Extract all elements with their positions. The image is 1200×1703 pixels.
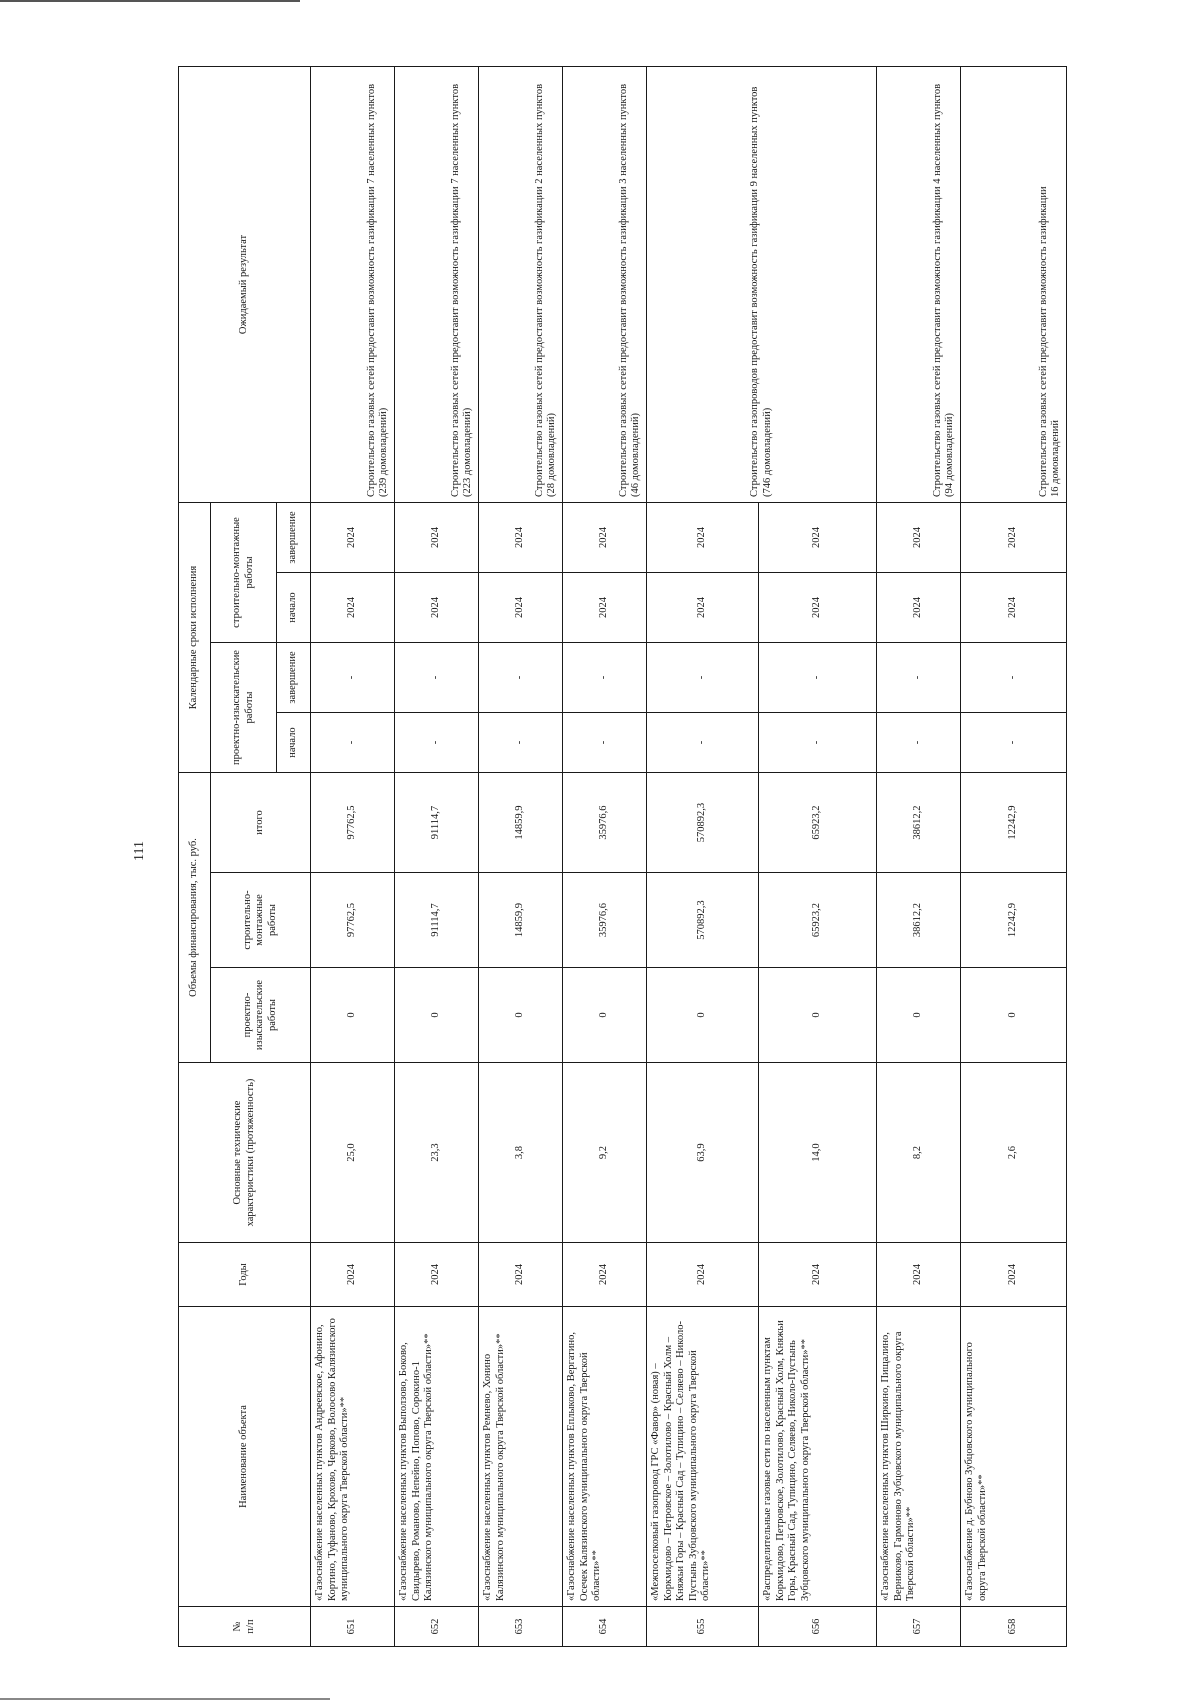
table-row: [395, 66, 479, 1646]
table-row: [961, 66, 1067, 1646]
row-number: 656: [759, 1607, 877, 1647]
construction-end: 2024: [877, 502, 961, 572]
design-start: -: [877, 713, 961, 773]
construction-start: 2024: [647, 573, 759, 643]
expected-result: Строительство газовых сетей предоставит возможность газификации 2 населенных пунктов (28 домовладений): [479, 66, 563, 502]
scan-edge-bottom: [0, 1698, 330, 1700]
design-start: -: [395, 713, 479, 773]
construction-start: 2024: [961, 573, 1067, 643]
fin-design: 0: [647, 968, 759, 1063]
construction-end: 2024: [563, 502, 647, 572]
construction-end: 2024: [311, 502, 395, 572]
object-name: «Газоснабжение д. Бубново Зубцовского муниципального округа Тверской области»**: [961, 1307, 1067, 1607]
tech-length: 25,0: [311, 1063, 395, 1243]
fin-construction: 91114,7: [395, 873, 479, 968]
row-number: 654: [563, 1607, 647, 1647]
table-row: [563, 66, 647, 1646]
expected-result: Строительство газовых сетей предоставит возможность газификации 3 населенных пунктов (46 домовладений): [563, 66, 647, 502]
fin-design: 0: [877, 968, 961, 1063]
construction-end: 2024: [479, 502, 563, 572]
fin-total: 35976,6: [563, 773, 647, 873]
header-schedule: Календарные сроки исполнения: [179, 502, 211, 772]
fin-design: 0: [759, 968, 877, 1063]
row-number: 655: [647, 1607, 759, 1647]
fin-total: 570892,3: [647, 773, 759, 873]
design-start: -: [479, 713, 563, 773]
header-finance: Объемы финансирования, тыс. руб.: [179, 773, 211, 1063]
years: 2024: [311, 1243, 395, 1307]
construction-end: 2024: [961, 502, 1067, 572]
header-design-start: начало: [277, 713, 311, 773]
header-name: Наименование объекта: [179, 1307, 311, 1607]
row-number: 653: [479, 1607, 563, 1647]
years: 2024: [961, 1243, 1067, 1307]
expected-result: Строительство газовых сетей предоставит возможность газификации 16 домовладений: [961, 66, 1067, 502]
header-sched-construction: строительно-монтажные работы: [211, 502, 277, 642]
design-end: -: [877, 643, 961, 713]
design-start: -: [647, 713, 759, 773]
table-row: [311, 66, 395, 1646]
fin-construction: 97762,5: [311, 873, 395, 968]
construction-end: 2024: [647, 502, 759, 572]
fin-construction: 570892,3: [647, 873, 759, 968]
design-end: -: [759, 643, 877, 713]
years: 2024: [877, 1243, 961, 1307]
header-construction-end: завершение: [277, 502, 311, 572]
object-name: «Газоснабжение населенных пунктов Выползово, Боково, Свидырево, Романово, Непейно, Попово, Сорокино-1 Калязинского муниципального округа Тверской области»**: [395, 1307, 479, 1607]
expected-result: Строительство газовых сетей предоставит возможность газификации 4 населенных пунктов (94 домовладений): [877, 66, 961, 502]
row-number: 657: [877, 1607, 961, 1647]
header-fin-construction: строительно-монтажные работы: [211, 873, 311, 968]
design-start: -: [311, 713, 395, 773]
design-end: -: [961, 643, 1067, 713]
design-end: -: [563, 643, 647, 713]
fin-design: 0: [563, 968, 647, 1063]
fin-total: 14859,9: [479, 773, 563, 873]
object-name: «Межпоселковый газопровод ГРС «Фавор» (новая) – Коркмидово – Петровское – Золотилово – Красный Холм – Княжьи Горы – Красный Сад – Тупицино – Селяево – Николо-Пустынь Зубцовского муниципального округа Тверской области»**: [647, 1307, 759, 1607]
construction-start: 2024: [759, 573, 877, 643]
object-name: «Газоснабжение населенных пунктов Еплыково, Вергатино, Осечек Калязинского муниципального округа Тверской области»**: [563, 1307, 647, 1607]
years: 2024: [563, 1243, 647, 1307]
table-row: [877, 66, 961, 1646]
table-rotation-wrapper: [178, 67, 1066, 1647]
header-num: № п/п: [179, 1607, 311, 1647]
fin-total: 91114,7: [395, 773, 479, 873]
row-number: 652: [395, 1607, 479, 1647]
fin-total: 38612,2: [877, 773, 961, 873]
row-number: 658: [961, 1607, 1067, 1647]
object-name: «Газоснабжение населенных пунктов Ремнево, Хонино Калязинского муниципального округа Тверской области»**: [479, 1307, 563, 1607]
page-number: 111: [132, 841, 147, 861]
design-end: -: [479, 643, 563, 713]
fin-construction: 38612,2: [877, 873, 961, 968]
object-name: «Газоснабжение населенных пунктов Ширкино, Пищалино, Верниково, Гармоново Зубцовского муниципального округа Тверской области»**: [877, 1307, 961, 1607]
expected-result: Строительство газовых сетей предоставит возможность газификации 7 населенных пунктов (223 домовладений): [395, 66, 479, 502]
header-construction-start: начало: [277, 573, 311, 643]
fin-design: 0: [395, 968, 479, 1063]
object-name: «Газоснабжение населенных пунктов Андреевское, Афонино, Кортино, Туфаново, Крохово, Черково, Волосово Калязинского муниципального округа Тверской области»**: [311, 1307, 395, 1607]
gasification-objects-table: [178, 66, 1067, 1647]
fin-total: 65923,2: [759, 773, 877, 873]
tech-length: 23,3: [395, 1063, 479, 1243]
table-row: [647, 66, 759, 1646]
fin-construction: 14859,9: [479, 873, 563, 968]
tech-length: 14,0: [759, 1063, 877, 1243]
years: 2024: [395, 1243, 479, 1307]
construction-start: 2024: [877, 573, 961, 643]
row-number: 651: [311, 1607, 395, 1647]
tech-length: 9,2: [563, 1063, 647, 1243]
construction-start: 2024: [563, 573, 647, 643]
design-start: -: [563, 713, 647, 773]
design-end: -: [647, 643, 759, 713]
tech-length: 2,6: [961, 1063, 1067, 1243]
scan-edge-top: [0, 0, 300, 2]
construction-start: 2024: [311, 573, 395, 643]
fin-total: 12242,9: [961, 773, 1067, 873]
design-start: -: [759, 713, 877, 773]
object-name: «Распределительные газовые сети по населенным пунктам Коркмидово, Петровское, Золотилово, Красный Холм, Княжьи Горы, Красный Сад, Тупицино, Селяево, Николо-Пустынь Зубцовского муниципального округа Тверской области»**: [759, 1307, 877, 1607]
fin-construction: 12242,9: [961, 873, 1067, 968]
expected-result-merged: Строительство газопроводов предоставит возможность газификации 9 населенных пунктов (746 домовладений): [647, 66, 877, 502]
design-start: -: [961, 713, 1067, 773]
construction-start: 2024: [479, 573, 563, 643]
fin-design: 0: [961, 968, 1067, 1063]
expected-result: Строительство газовых сетей предоставит возможность газификации 7 населенных пунктов (239 домовладений): [311, 66, 395, 502]
header-result: Ожидаемый результат: [179, 66, 311, 502]
header-fin-design: проектно-изыскательские работы: [211, 968, 311, 1063]
construction-end: 2024: [395, 502, 479, 572]
fin-design: 0: [479, 968, 563, 1063]
header-tech: Основные технические характеристики (протяженность): [179, 1063, 311, 1243]
years: 2024: [759, 1243, 877, 1307]
table-row: [479, 66, 563, 1646]
fin-construction: 65923,2: [759, 873, 877, 968]
tech-length: 8,2: [877, 1063, 961, 1243]
years: 2024: [647, 1243, 759, 1307]
header-fin-total: итого: [211, 773, 311, 873]
header-sched-design: проектно-изыскательские работы: [211, 643, 277, 773]
fin-total: 97762,5: [311, 773, 395, 873]
tech-length: 63,9: [647, 1063, 759, 1243]
fin-design: 0: [311, 968, 395, 1063]
header-years: Годы: [179, 1243, 311, 1307]
construction-start: 2024: [395, 573, 479, 643]
header-design-end: завершение: [277, 643, 311, 713]
design-end: -: [395, 643, 479, 713]
design-end: -: [311, 643, 395, 713]
years: 2024: [479, 1243, 563, 1307]
construction-end: 2024: [759, 502, 877, 572]
fin-construction: 35976,6: [563, 873, 647, 968]
tech-length: 3,8: [479, 1063, 563, 1243]
